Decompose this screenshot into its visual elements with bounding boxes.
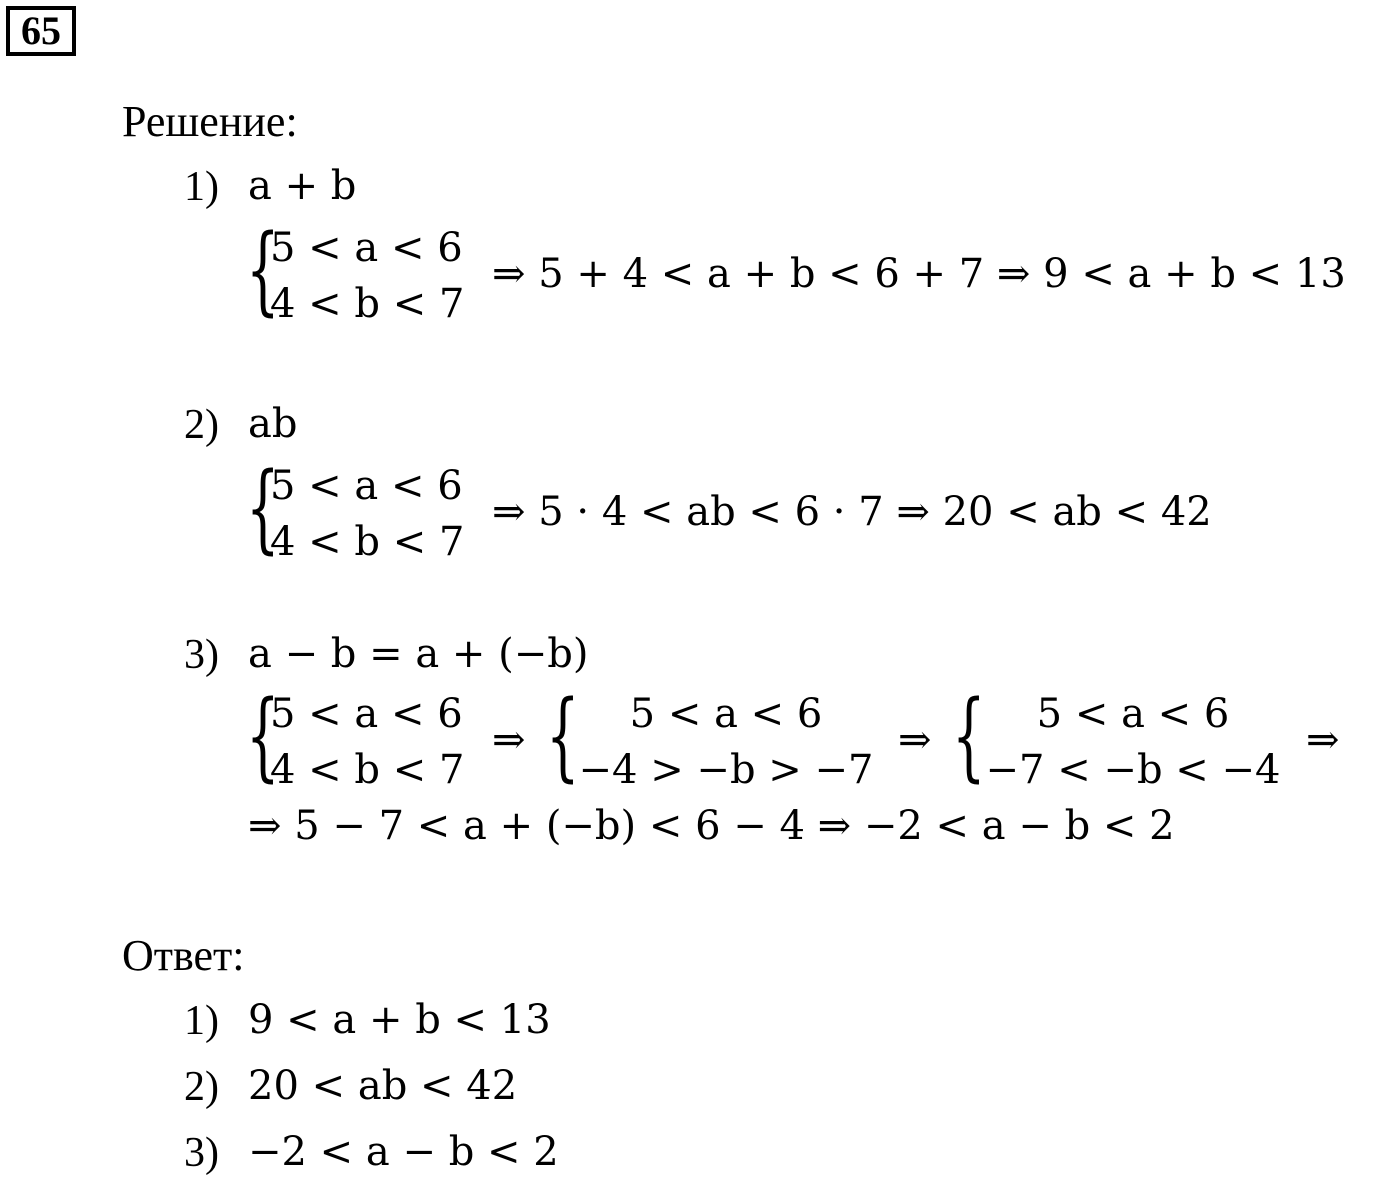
answer-1-number: 1) [184,998,219,1044]
step-1-system-line-1: 5 < a < 6 [270,225,463,271]
step-2-number: 2) [184,402,219,448]
step-3-final-chain: ⇒ 5 − 7 < a + (−b) < 6 − 4 ⇒ −2 < a − b < 2 [248,803,1175,849]
step-3-arrow-2: ⇒ [898,717,932,763]
answer-3-number: 3) [184,1130,219,1176]
step-3-system-2-line-1: 5 < a < 6 [629,691,823,737]
step-2-brace: { [246,452,280,564]
step-2-system-line-1: 5 < a < 6 [270,463,463,509]
step-3-brace-2: { [546,680,580,792]
step-1-chain: ⇒ 5 + 4 < a + b < 6 + 7 ⇒ 9 < a + b < 13 [492,251,1346,297]
answer-3-value: −2 < a − b < 2 [248,1129,559,1175]
step-1-brace: { [246,214,280,326]
step-3-system-2-line-2: −4 > −b > −7 [578,747,874,793]
step-3-brace-1: { [246,680,280,792]
step-3-system-3-line-2: −7 < −b < −4 [985,747,1281,793]
step-3-arrow-3: ⇒ [1306,717,1340,763]
answer-heading: Ответ: [122,931,245,980]
step-3-expression: a − b = a + (−b) [248,631,589,677]
step-3-system-1-line-1: 5 < a < 6 [270,691,463,737]
problem-number-badge: 65 [6,6,76,56]
step-2-system-line-2: 4 < b < 7 [270,519,465,565]
answer-2-number: 2) [184,1064,219,1110]
step-2-expression: ab [248,401,298,447]
step-2-chain: ⇒ 5 · 4 < ab < 6 · 7 ⇒ 20 < ab < 42 [492,489,1212,535]
step-1-system-line-2: 4 < b < 7 [270,281,465,327]
step-3-system-1-line-2: 4 < b < 7 [270,747,465,793]
step-3-number: 3) [184,632,219,678]
step-3-brace-3: { [952,680,986,792]
step-1-expression: a + b [248,163,357,209]
answer-2-value: 20 < ab < 42 [248,1063,518,1109]
solution-heading: Решение: [122,97,298,146]
step-3-system-3-line-1: 5 < a < 6 [1036,691,1230,737]
step-3-arrow-1: ⇒ [492,717,526,763]
step-1-number: 1) [184,164,219,210]
answer-1-value: 9 < a + b < 13 [248,997,551,1043]
